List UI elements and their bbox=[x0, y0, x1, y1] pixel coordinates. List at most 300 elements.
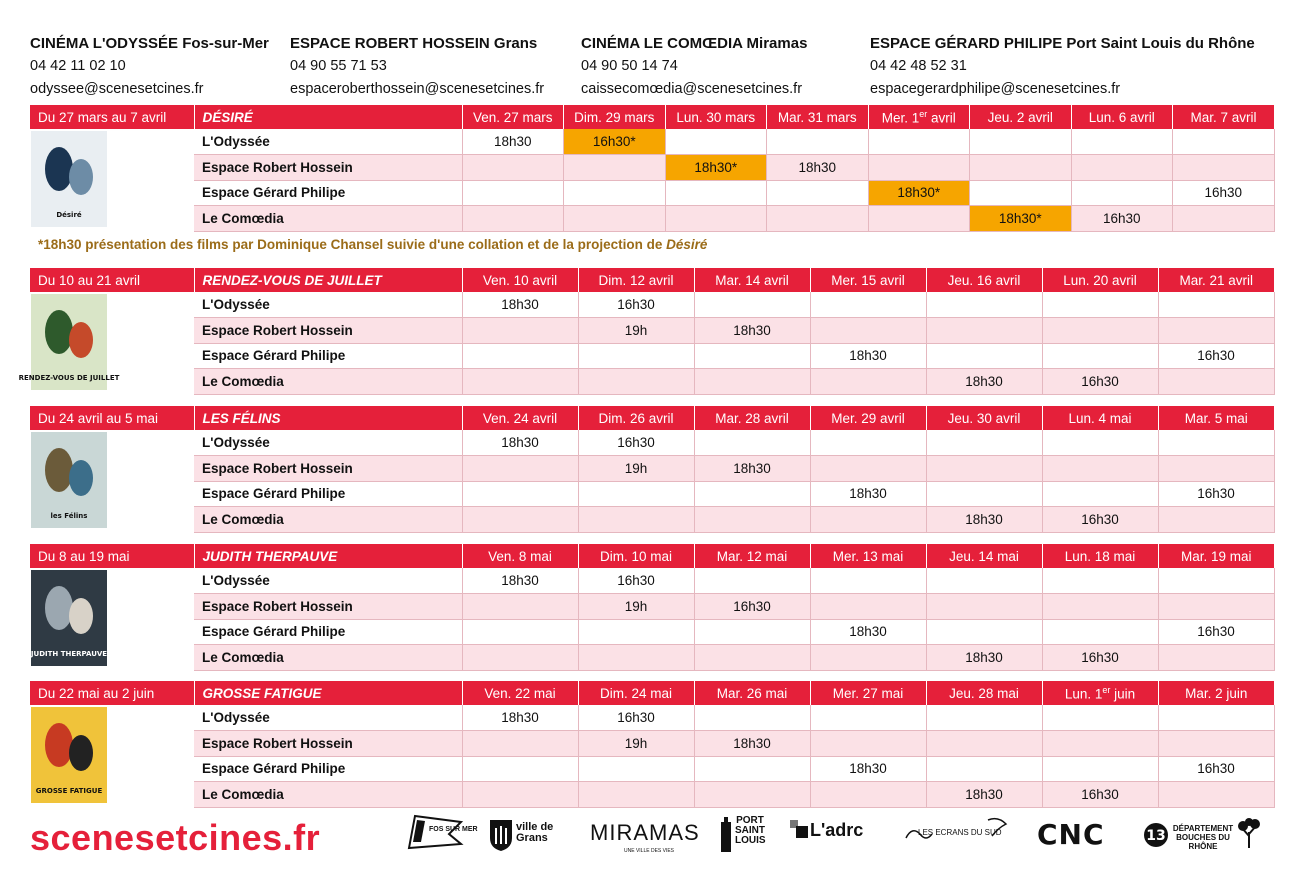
schedule-table bbox=[18, 268, 1275, 395]
schedule-block bbox=[30, 681, 1274, 808]
showtime-cell[interactable]: 18h30 bbox=[926, 507, 1042, 533]
date-header: Ven. 24 avril bbox=[462, 406, 578, 430]
empty-cell bbox=[1042, 456, 1158, 482]
showtime-cell[interactable]: 18h30 bbox=[462, 129, 564, 155]
showtime-cell[interactable]: 18h30 bbox=[767, 155, 869, 181]
venues-header bbox=[30, 32, 1280, 102]
empty-cell bbox=[462, 731, 578, 757]
schedule-table bbox=[30, 681, 1275, 808]
empty-cell bbox=[578, 619, 694, 645]
logo-port-saint-louis bbox=[719, 812, 769, 860]
empty-cell bbox=[767, 180, 869, 206]
film-poster[interactable] bbox=[18, 294, 120, 390]
empty-cell bbox=[694, 645, 810, 671]
empty-cell bbox=[970, 155, 1072, 181]
empty-cell bbox=[926, 594, 1042, 620]
empty-cell bbox=[665, 129, 767, 155]
empty-cell bbox=[1071, 129, 1173, 155]
showtime-cell[interactable]: 18h30 bbox=[694, 456, 810, 482]
date-header: Mar. 14 avril bbox=[694, 268, 810, 292]
showtime-cell[interactable]: 16h30 bbox=[1158, 756, 1274, 782]
film-poster[interactable] bbox=[31, 131, 107, 227]
showtime-cell[interactable]: 16h30 bbox=[1071, 206, 1173, 232]
venue-label: Espace Gérard Philipe bbox=[194, 180, 462, 206]
empty-cell bbox=[1173, 155, 1275, 181]
empty-cell bbox=[1158, 292, 1274, 318]
venue-label: L'Odyssée bbox=[194, 129, 462, 155]
logo-text: MIRAMAS bbox=[590, 820, 700, 845]
empty-cell bbox=[694, 507, 810, 533]
empty-cell bbox=[1042, 318, 1158, 344]
poster-frame bbox=[18, 294, 120, 390]
empty-cell bbox=[694, 705, 810, 731]
showtime-cell[interactable]: 18h30 bbox=[462, 705, 578, 731]
empty-cell bbox=[810, 292, 926, 318]
venue-row bbox=[30, 594, 1274, 620]
empty-cell bbox=[810, 568, 926, 594]
date-header: Mar. 2 juin bbox=[1158, 681, 1274, 705]
empty-cell bbox=[767, 129, 869, 155]
venue-name: CINÉMA L'ODYSSÉE Fos-sur-Mer bbox=[30, 35, 269, 52]
empty-cell bbox=[694, 619, 810, 645]
venue-row bbox=[30, 206, 1274, 232]
poster-frame bbox=[31, 131, 107, 227]
venue-label: Espace Gérard Philipe bbox=[194, 619, 462, 645]
empty-cell bbox=[462, 756, 578, 782]
empty-cell bbox=[462, 343, 578, 369]
venue-row bbox=[30, 481, 1274, 507]
empty-cell bbox=[694, 756, 810, 782]
date-header: Mar. 26 mai bbox=[694, 681, 810, 705]
empty-cell bbox=[462, 507, 578, 533]
date-header: Mar. 7 avril bbox=[1173, 105, 1275, 129]
period-label: Du 22 mai au 2 juin bbox=[30, 681, 194, 705]
schedule-block bbox=[30, 406, 1274, 533]
empty-cell bbox=[810, 456, 926, 482]
empty-cell bbox=[1042, 705, 1158, 731]
empty-cell bbox=[462, 619, 578, 645]
schedule-block bbox=[30, 544, 1274, 671]
empty-cell bbox=[810, 594, 926, 620]
logo-text: CNC bbox=[1037, 818, 1105, 851]
showtime-cell[interactable]: 18h30 bbox=[462, 568, 578, 594]
venue-label: L'Odyssée bbox=[194, 292, 462, 318]
showtime-cell[interactable]: 18h30 bbox=[926, 645, 1042, 671]
empty-cell bbox=[694, 481, 810, 507]
venue-phone: 04 90 55 71 53 bbox=[290, 58, 387, 74]
showtime-cell[interactable]: 18h30 bbox=[810, 619, 926, 645]
venue-email[interactable]: caissecomœdia@scenesetcines.fr bbox=[581, 81, 803, 97]
logo-adrc bbox=[790, 812, 880, 860]
empty-cell bbox=[462, 481, 578, 507]
header-row bbox=[30, 268, 1274, 292]
empty-cell bbox=[970, 180, 1072, 206]
header-row bbox=[30, 544, 1274, 568]
date-header: Jeu. 28 mai bbox=[926, 681, 1042, 705]
venue-email[interactable]: espacegerardphilipe@scenesetcines.fr bbox=[870, 81, 1121, 97]
showtime-cell[interactable]: 16h30 bbox=[1042, 782, 1158, 808]
showtime-cell[interactable]: 16h30 bbox=[1158, 343, 1274, 369]
venue-label: Le Comœdia bbox=[194, 782, 462, 808]
empty-cell bbox=[1158, 731, 1274, 757]
empty-cell bbox=[694, 430, 810, 456]
poster-cell bbox=[30, 129, 194, 231]
showtime-cell[interactable]: 16h30 bbox=[1158, 481, 1274, 507]
empty-cell bbox=[926, 619, 1042, 645]
venue-gerard-philipe bbox=[870, 32, 1255, 101]
header-row bbox=[30, 681, 1274, 705]
schedule-table bbox=[30, 544, 1275, 671]
venue-row bbox=[30, 155, 1274, 181]
showtime-cell[interactable]: 18h30 bbox=[694, 318, 810, 344]
empty-cell bbox=[926, 731, 1042, 757]
venue-name: ESPACE GÉRARD PHILIPE Port Saint Louis du Rhône bbox=[870, 35, 1255, 52]
empty-cell bbox=[810, 318, 926, 344]
department-emblem-icon bbox=[1143, 822, 1169, 848]
empty-cell bbox=[462, 456, 578, 482]
empty-cell bbox=[578, 369, 694, 395]
venue-row bbox=[30, 619, 1274, 645]
logo-text: PORT SAINT LOUIS bbox=[735, 815, 766, 846]
venue-label: Espace Gérard Philipe bbox=[194, 343, 462, 369]
empty-cell bbox=[462, 206, 564, 232]
venue-label: Espace Robert Hossein bbox=[194, 155, 462, 181]
venue-label: Le Comœdia bbox=[194, 206, 462, 232]
date-header: Mar. 12 mai bbox=[694, 544, 810, 568]
poster-title: les Félins bbox=[50, 512, 88, 520]
venue-label: Espace Robert Hossein bbox=[194, 318, 462, 344]
date-header: Mar. 19 mai bbox=[1158, 544, 1274, 568]
venue-row bbox=[30, 129, 1274, 155]
date-header: Jeu. 30 avril bbox=[926, 406, 1042, 430]
date-header: Lun. 20 avril bbox=[1042, 268, 1158, 292]
showtime-cell[interactable]: 18h30 bbox=[810, 756, 926, 782]
poster-cell bbox=[30, 705, 194, 807]
logo-grans bbox=[488, 812, 568, 860]
venue-row bbox=[30, 731, 1274, 757]
empty-cell bbox=[564, 180, 666, 206]
venue-row bbox=[30, 430, 1274, 456]
logo-text: L'adrc bbox=[810, 820, 864, 840]
empty-cell bbox=[564, 206, 666, 232]
empty-cell bbox=[1158, 507, 1274, 533]
empty-cell bbox=[1173, 206, 1275, 232]
film-poster[interactable] bbox=[31, 570, 107, 666]
empty-cell bbox=[868, 206, 970, 232]
logo-cnc bbox=[1037, 812, 1117, 860]
empty-cell bbox=[1158, 594, 1274, 620]
date-header: Ven. 22 mai bbox=[462, 681, 578, 705]
date-header: Jeu. 16 avril bbox=[926, 268, 1042, 292]
empty-cell bbox=[665, 206, 767, 232]
venue-label: L'Odyssée bbox=[194, 705, 462, 731]
note-text: *18h30 présentation des films par Dominique Chansel suivie d'une collation et de la projection de bbox=[38, 237, 667, 252]
logo-text: DÉPARTEMENT BOUCHES DU RHÔNE bbox=[1172, 824, 1234, 851]
date-header: Jeu. 2 avril bbox=[970, 105, 1072, 129]
date-header: Mar. 28 avril bbox=[694, 406, 810, 430]
empty-cell bbox=[1042, 292, 1158, 318]
venue-phone: 04 90 50 14 74 bbox=[581, 58, 678, 74]
date-header: Jeu. 14 mai bbox=[926, 544, 1042, 568]
period-label: Du 24 avril au 5 mai bbox=[30, 406, 194, 430]
venue-email[interactable]: odyssee@scenesetcines.fr bbox=[30, 81, 204, 97]
showtime-cell[interactable]: 19h bbox=[578, 594, 694, 620]
venue-name: ESPACE ROBERT HOSSEIN Grans bbox=[290, 35, 538, 52]
empty-cell bbox=[1042, 731, 1158, 757]
empty-cell bbox=[462, 155, 564, 181]
venue-row bbox=[30, 705, 1274, 731]
venue-label: Espace Gérard Philipe bbox=[194, 756, 462, 782]
date-header: Lun. 30 mars bbox=[665, 105, 767, 129]
venue-label: Le Comœdia bbox=[194, 369, 462, 395]
showtime-cell[interactable]: 16h30 bbox=[578, 705, 694, 731]
empty-cell bbox=[462, 318, 578, 344]
date-header: Mer. 27 mai bbox=[810, 681, 926, 705]
empty-cell bbox=[926, 705, 1042, 731]
venue-label: Le Comœdia bbox=[194, 507, 462, 533]
showtime-cell[interactable]: 16h30 bbox=[1173, 180, 1275, 206]
empty-cell bbox=[462, 645, 578, 671]
venue-label: L'Odyssée bbox=[194, 430, 462, 456]
date-header: Dim. 29 mars bbox=[564, 105, 666, 129]
showtime-cell[interactable]: 18h30 bbox=[462, 430, 578, 456]
logo-miramas bbox=[590, 812, 700, 860]
venue-email[interactable]: espaceroberthossein@scenesetcines.fr bbox=[290, 81, 545, 97]
venue-label: Espace Robert Hossein bbox=[194, 731, 462, 757]
empty-cell bbox=[926, 343, 1042, 369]
empty-cell bbox=[1042, 594, 1158, 620]
empty-cell bbox=[1071, 180, 1173, 206]
showtime-cell[interactable]: 18h30* bbox=[665, 155, 767, 181]
date-header: Ven. 10 avril bbox=[462, 268, 578, 292]
empty-cell bbox=[462, 369, 578, 395]
film-title: RENDEZ-VOUS DE JUILLET bbox=[194, 268, 462, 292]
empty-cell bbox=[1158, 456, 1274, 482]
empty-cell bbox=[810, 731, 926, 757]
period-label: Du 8 au 19 mai bbox=[30, 544, 194, 568]
venue-row bbox=[30, 756, 1274, 782]
showtime-cell[interactable]: 16h30 bbox=[578, 292, 694, 318]
empty-cell bbox=[1158, 645, 1274, 671]
venue-label: L'Odyssée bbox=[194, 568, 462, 594]
svg-text:13: 13 bbox=[1146, 828, 1166, 844]
date-header: Ven. 27 mars bbox=[462, 105, 564, 129]
venue-row bbox=[30, 507, 1274, 533]
date-header: Lun. 4 mai bbox=[1042, 406, 1158, 430]
venue-label: Espace Robert Hossein bbox=[194, 594, 462, 620]
venue-row bbox=[30, 456, 1274, 482]
date-header: Mer. 13 mai bbox=[810, 544, 926, 568]
empty-cell bbox=[868, 155, 970, 181]
date-header: Lun. 18 mai bbox=[1042, 544, 1158, 568]
port-saint-louis-icon bbox=[719, 816, 733, 856]
poster-title: GROSSE FATIGUE bbox=[35, 787, 103, 795]
date-header: Dim. 24 mai bbox=[578, 681, 694, 705]
empty-cell bbox=[1158, 369, 1274, 395]
empty-cell bbox=[1042, 568, 1158, 594]
venue-odyssee bbox=[30, 32, 269, 101]
empty-cell bbox=[462, 594, 578, 620]
poster-cell bbox=[18, 292, 194, 394]
partner-logos bbox=[405, 812, 1265, 862]
site-logo[interactable]: scenesetcines.fr bbox=[30, 817, 321, 858]
note-film: Désiré bbox=[666, 237, 708, 252]
venue-row bbox=[30, 568, 1274, 594]
empty-cell bbox=[578, 645, 694, 671]
schedule-block bbox=[30, 105, 1274, 232]
venue-name: CINÉMA LE COMŒDIA Miramas bbox=[581, 35, 808, 52]
venue-row bbox=[30, 369, 1274, 395]
film-title: LES FÉLINS bbox=[194, 406, 462, 430]
venue-phone: 04 42 48 52 31 bbox=[870, 58, 967, 74]
logo-text: FOS SUR MER bbox=[429, 826, 478, 833]
poster-title: RENDEZ-VOUS DE JUILLET bbox=[18, 374, 120, 382]
poster-frame bbox=[31, 570, 107, 666]
venue-robert-hossein bbox=[290, 32, 544, 101]
period-label: Du 27 mars au 7 avril bbox=[30, 105, 194, 129]
empty-cell bbox=[1071, 155, 1173, 181]
empty-cell bbox=[694, 568, 810, 594]
adrc-square-icon bbox=[790, 820, 808, 838]
period-label: Du 10 au 21 avril bbox=[30, 268, 194, 292]
header-row bbox=[30, 105, 1274, 129]
venue-row bbox=[30, 180, 1274, 206]
date-header: Lun. 6 avril bbox=[1071, 105, 1173, 129]
showtime-cell[interactable]: 18h30 bbox=[810, 481, 926, 507]
poster-title: JUDITH THERPAUVE bbox=[30, 650, 108, 658]
date-header: Mer. 1er avril bbox=[868, 105, 970, 129]
empty-cell bbox=[926, 292, 1042, 318]
film-poster[interactable] bbox=[31, 432, 107, 528]
film-title: GROSSE FATIGUE bbox=[194, 681, 462, 705]
showtime-cell[interactable]: 18h30 bbox=[462, 292, 578, 318]
empty-cell bbox=[810, 782, 926, 808]
empty-cell bbox=[564, 155, 666, 181]
film-title: DÉSIRÉ bbox=[194, 105, 462, 129]
venue-phone: 04 42 11 02 10 bbox=[30, 58, 126, 74]
empty-cell bbox=[578, 756, 694, 782]
venue-label: Espace Robert Hossein bbox=[194, 456, 462, 482]
date-header: Ven. 8 mai bbox=[462, 544, 578, 568]
venue-row bbox=[30, 318, 1274, 344]
ordinal-suffix: er bbox=[919, 108, 928, 119]
showtime-cell[interactable]: 19h bbox=[578, 456, 694, 482]
empty-cell bbox=[694, 782, 810, 808]
showtime-cell[interactable]: 18h30 bbox=[926, 782, 1042, 808]
showtime-cell[interactable]: 19h bbox=[578, 731, 694, 757]
empty-cell bbox=[810, 645, 926, 671]
empty-cell bbox=[767, 206, 869, 232]
showtime-cell[interactable]: 16h30 bbox=[1042, 645, 1158, 671]
showtime-cell[interactable]: 19h bbox=[578, 318, 694, 344]
empty-cell bbox=[926, 756, 1042, 782]
poster-title: Désiré bbox=[56, 211, 82, 219]
logo-ecrans-du-sud bbox=[902, 812, 1017, 860]
empty-cell bbox=[1042, 430, 1158, 456]
showtime-cell[interactable]: 18h30 bbox=[694, 731, 810, 757]
empty-cell bbox=[694, 369, 810, 395]
venue-label: Espace Gérard Philipe bbox=[194, 481, 462, 507]
empty-cell bbox=[868, 129, 970, 155]
empty-cell bbox=[1042, 756, 1158, 782]
empty-cell bbox=[1042, 343, 1158, 369]
empty-cell bbox=[578, 481, 694, 507]
poster-frame bbox=[31, 707, 107, 803]
venue-row bbox=[30, 292, 1274, 318]
film-title: JUDITH THERPAUVE bbox=[194, 544, 462, 568]
film-poster[interactable] bbox=[31, 707, 107, 803]
showtime-cell[interactable]: 16h30 bbox=[1158, 619, 1274, 645]
empty-cell bbox=[926, 430, 1042, 456]
empty-cell bbox=[578, 782, 694, 808]
showtime-cell[interactable]: 18h30 bbox=[810, 343, 926, 369]
venue-row bbox=[30, 645, 1274, 671]
header-row bbox=[30, 406, 1274, 430]
empty-cell bbox=[810, 430, 926, 456]
empty-cell bbox=[926, 456, 1042, 482]
empty-cell bbox=[578, 507, 694, 533]
poster-cell bbox=[30, 568, 194, 670]
empty-cell bbox=[1158, 430, 1274, 456]
empty-cell bbox=[1158, 705, 1274, 731]
empty-cell bbox=[926, 568, 1042, 594]
empty-cell bbox=[1042, 619, 1158, 645]
empty-cell bbox=[926, 318, 1042, 344]
empty-cell bbox=[810, 369, 926, 395]
logo-bouches-du-rhone bbox=[1143, 812, 1263, 860]
empty-cell bbox=[1173, 129, 1275, 155]
showtime-cell[interactable]: 16h30 bbox=[578, 430, 694, 456]
date-header: Dim. 26 avril bbox=[578, 406, 694, 430]
date-header: Mer. 29 avril bbox=[810, 406, 926, 430]
empty-cell bbox=[462, 180, 564, 206]
date-header: Mer. 15 avril bbox=[810, 268, 926, 292]
logo-subtext: UNE VILLE DES VIES bbox=[624, 848, 675, 854]
showtime-cell[interactable]: 16h30* bbox=[564, 129, 666, 155]
date-header: Mar. 5 mai bbox=[1158, 406, 1274, 430]
empty-cell bbox=[462, 782, 578, 808]
showtime-cell[interactable]: 18h30* bbox=[970, 206, 1072, 232]
empty-cell bbox=[694, 292, 810, 318]
screening-note bbox=[38, 237, 707, 252]
logo-text: ville de Grans bbox=[516, 821, 554, 844]
showtime-cell[interactable]: 18h30 bbox=[926, 369, 1042, 395]
empty-cell bbox=[694, 343, 810, 369]
ordinal-suffix: er bbox=[1102, 684, 1111, 695]
venue-comoedia bbox=[581, 32, 807, 101]
empty-cell bbox=[926, 481, 1042, 507]
venue-label: Le Comœdia bbox=[194, 645, 462, 671]
showtime-cell[interactable]: 16h30 bbox=[578, 568, 694, 594]
schedule-table bbox=[30, 105, 1275, 232]
showtime-cell[interactable]: 18h30* bbox=[868, 180, 970, 206]
showtime-cell[interactable]: 16h30 bbox=[1042, 507, 1158, 533]
poster-frame bbox=[31, 432, 107, 528]
showtime-cell[interactable]: 16h30 bbox=[694, 594, 810, 620]
date-header: Mar. 31 mars bbox=[767, 105, 869, 129]
logo-fos-sur-mer bbox=[405, 812, 478, 860]
empty-cell bbox=[1158, 568, 1274, 594]
empty-cell bbox=[665, 180, 767, 206]
empty-cell bbox=[1158, 318, 1274, 344]
empty-cell bbox=[970, 129, 1072, 155]
date-header: Dim. 10 mai bbox=[578, 544, 694, 568]
date-header: Dim. 12 avril bbox=[578, 268, 694, 292]
showtime-cell[interactable]: 16h30 bbox=[1042, 369, 1158, 395]
empty-cell bbox=[810, 507, 926, 533]
grans-crest-icon bbox=[488, 818, 514, 852]
venue-row bbox=[30, 782, 1274, 808]
